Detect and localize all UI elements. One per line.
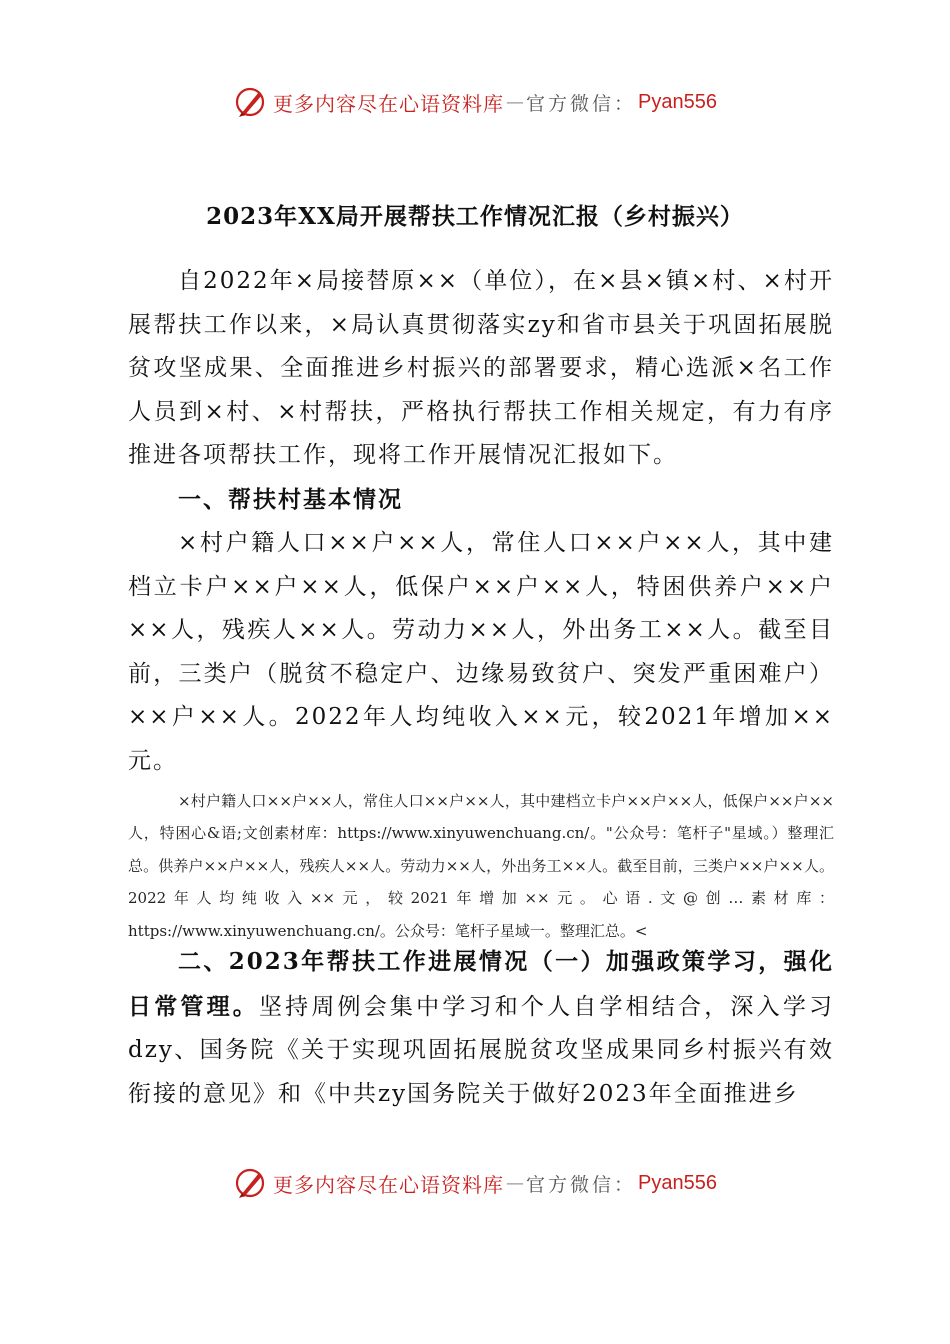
header-banner xyxy=(0,82,950,122)
section-2-paragraph xyxy=(128,940,834,1116)
section-1-heading: 一、帮扶村基本情况 xyxy=(178,486,403,513)
intro-paragraph: 自2022年×局接替原××（单位），在×县×镇×村、×村开展帮扶工作以来，×局认真贯彻落实zy和省市县关于巩固拓展脱贫攻坚成果、全面推进乡村振兴的部署要求，精心选派×名工作人员到×村、×村帮扶，严格执行帮扶工作相关规定，有力有序推进各项帮扶工作，现将工作开展情况汇报如下。 xyxy=(128,268,834,469)
section-2-heading: 二、2023年帮扶工作进展情况（一）加强政策学习，强化日常管理。 xyxy=(128,948,834,1020)
pen-logo-icon xyxy=(233,1165,269,1201)
banner-wechat-id: Pyan556 xyxy=(638,90,717,113)
banner-text: 更多内容尽在心语资料库 xyxy=(273,91,504,116)
section-2-body: 坚持周例会集中学习和个人自学相结合，深入学习dzy、国务院《关于实现巩固拓展脱贫攻坚成果同乡村振兴有效衔接的意见》和《中共zy国务院关于做好2023年全面推进乡 xyxy=(128,993,835,1107)
footer-banner xyxy=(0,1163,950,1203)
page-title: 2023年XX局开展帮扶工作情况汇报（乡村振兴） xyxy=(206,203,744,230)
banner-wechat-label: 官方微信： xyxy=(526,92,637,115)
section-1-body: ×村户籍人口××户××人，常住人口××户××人，其中建档立卡户××户××人，低保户××户××人，特困供养户××户××人，残疾人××人。劳动力××人，外出务工××人。截至目前，三类户（脱贫不稳定户、边缘易致贫户、突发严重困难户）××户××人。2022年人均纯收入××元，较2021年增加××元。 xyxy=(128,530,834,774)
section-1-small-note: ×村户籍人口××户××人，常住人口××户××人，其中建档立卡户××户××人，低保户××户××人，特困心&语;文创素材库：https://www.xinyuwenchuang.cn/。"公众号：笔杆子"星域。）整理汇总。供养户××户××人，残疾人××人。劳动力××人，外出务工××人。截至目前，三类户××户××人。2022年人均纯收入××元，较2021年增加××元。心语.文@创…素材库：https://www.xinyuwenchuang.cn/。公众号：笔杆子星域一。整理汇总。< xyxy=(128,792,834,940)
banner-wechat-label: 官方微信： xyxy=(526,1173,637,1196)
banner-dash: — xyxy=(506,1172,524,1194)
pen-logo-icon xyxy=(233,84,269,120)
banner-text: 更多内容尽在心语资料库 xyxy=(273,1172,504,1197)
banner-wechat-id: Pyan556 xyxy=(638,1171,717,1194)
banner-dash: — xyxy=(506,91,524,113)
